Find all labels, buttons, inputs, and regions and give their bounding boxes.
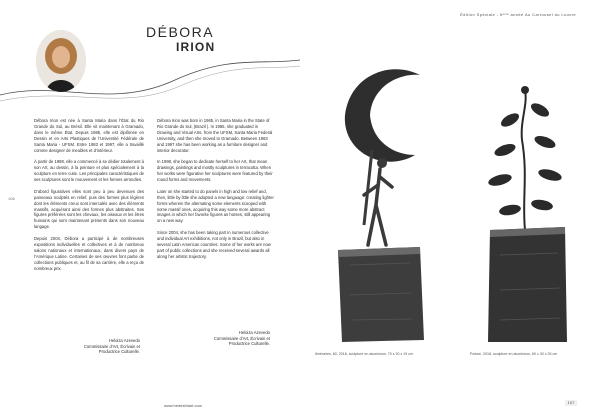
french-text-column [34,118,144,277]
caption-left-sculpture: Itinéraires, 60, 2018, sculpture en aluminium, 70 x 20 x 19 cm [315,352,414,356]
en-paragraph-3: Later on she started to do panels in high and low relief and, then, little by little she adopted a new language: creating lighter forms wherein the alternating some elements scooped with some massif ones, acquiring this way some more abstract images in which her favorite figures as horses, still appearing on a new way. [157,188,274,224]
page-number-right: 107 [565,400,577,406]
fr-paragraph-4: Depuis 2004, Débora a participé à de nombreuses expositions individuelles et collectives et à de nombreux salons nationaux et internationaux, dans divers pays de l’Amérique Latine. Certaines de ses œuvres font partie de collections publiques et, au fil de sa carrière, elle a reçu de nombreux prix. [34,236,144,271]
fr-paragraph-2: À partir de 1998, elle a commencé à se dédier totalement à son Art, au dessin, à la peinture et plus spécialement à la sculpture en terre cuite. Les principales caractéristiques de ses sculptures sont le mouvement et les formes arrondies. [34,159,144,183]
sculpture-plant-book-image [470,80,580,345]
signature-english [190,330,270,347]
edition-header: Édition Spéciale - 5ᵉᵐᵉ année Au Carrousel du Louvre [460,12,576,17]
caption-right-sculpture: Poésie, 2018, sculpture en aluminium, 60 x 30 x 25 cm [470,352,558,356]
artist-last-name: IRION [176,40,216,54]
signature-role: Commissaire d’Art, Écrivain et [213,335,270,341]
signature-french [60,338,140,355]
english-text-column [157,118,274,266]
artist-first-name: DÉBORA [146,24,215,40]
sculpture-moon-figure-image [320,55,450,345]
footer-website-link[interactable]: www.hedesthiart.com [164,403,203,408]
signature-name: Heloiza Azevedo [108,338,140,343]
en-paragraph-1: Débora Irion was born in 1965, in Santa Maria in the State of Rio Grande do Sul, (Brazil ). In 1985, she graduated in Drawing and Visual Arts, from the UFSM, Santa Maria Federal University, and then she moved to Gramado. Between 1983 and 1997 she has been working as a furniture designer and interior decorator. [157,118,273,153]
signature-name: Heloiza Azevedo [238,330,270,335]
en-paragraph-2: In 1998, she began to dedicate herself to her Art, that mean drawings, paintings and mostly sculptures in terracotta. When her works were figurative her sculptures were featured by their round forms and movements. [157,159,273,183]
artist-portrait-avatar [36,30,86,92]
fr-paragraph-1: Débora Irion est née à Santa Maria dans l’État du Rio Grande do Sul, au Brésil. Elle vit maintenant à Gramado, dans le même État. Depuis 1985, elle est diplômée en Dessin et en Arts Plastiques de l’Université Fédérale de Santa Maria - UFSM. Entre 1983 et 1997, elle a travaillé comme designer de meubles et d’intérieur. [34,118,144,153]
en-paragraph-4: Since 2004, she has been taking part in numerous collective and individual Art exhibitions, not only in Brazil, but also in several Latin American countries. Some of her works are now part of public collections and she received several awards all along her artistic trajectory. [157,230,271,259]
fr-paragraph-3: D’abord figuratives elles sont peu à peu devenues des panneaux sculptés en relief, puis des formes plus légères dont les éléments creux sont intercalés avec des éléments massifs, acquérant ainsi des formes plus abstraites. Ses figures préférées sont les chevaux, les oiseaux et les êtres humains qui sont maintenant présents dans son nouveau langage. [34,188,144,230]
signature-role-2: Productrice Culturelle. [98,349,140,355]
signature-role-2: Productrice Culturelle. [228,341,270,347]
page-number-left: 106 [8,196,15,201]
signature-role: Commissaire d’Art, Écrivain et [83,343,140,349]
